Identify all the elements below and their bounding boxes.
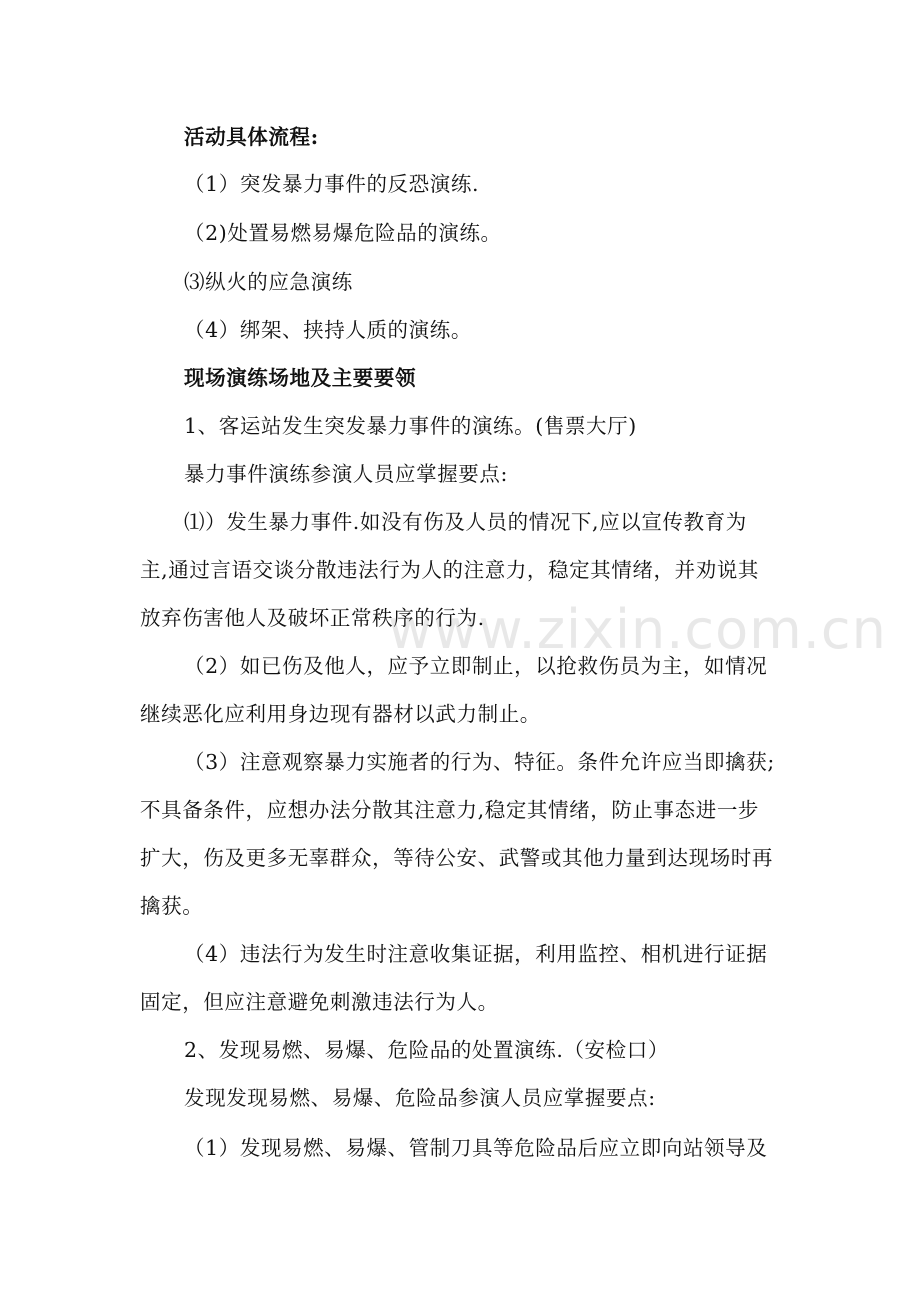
section1-intro: 暴力事件演练参演人员应掌握要点:	[184, 462, 509, 486]
section2-intro: 发现发现易燃、易爆、危险品参演人员应掌握要点:	[184, 1086, 656, 1110]
section1-p2-line2: 继续恶化应利用身边现有器材以武力制止。	[140, 702, 541, 726]
section1-p3-line2: 不具备条件，应想办法分散其注意力,稳定其情绪，防止事态进一步	[140, 798, 760, 822]
section1-p4-line1: （4）违法行为发生时注意收集证据，利用监控、相机进行证据	[184, 942, 768, 966]
section1-p1-line2: 主,通过言语交谈分散违法行为人的注意力，稳定其情绪，并劝说其	[140, 558, 760, 582]
section1-p2-line1: （2）如已伤及他人，应予立即制止，以抢救伤员为主，如情况	[184, 654, 768, 678]
watermark-text: www.zixin.com.cn	[388, 598, 887, 661]
flow-item-4: （4）绑架、挟持人质的演练。	[184, 318, 472, 342]
section2-p1-line1: （1）发现易燃、易爆、管制刀具等危险品后应立即向站领导及	[184, 1136, 768, 1160]
flow-item-2: （2)处置易燃易爆危险品的演练。	[184, 221, 502, 245]
section1-p3-line3: 扩大，伤及更多无辜群众，等待公安、武警或其他力量到达现场时再	[140, 846, 773, 870]
section2-title: 2、发现易燃、易爆、危险品的处置演练.（安检口）	[184, 1038, 669, 1062]
flow-item-3: ⑶纵火的应急演练	[184, 270, 353, 294]
heading-activity-flow: 活动具体流程:	[184, 125, 319, 149]
flow-item-1: （1）突发暴力事件的反恐演练.	[184, 172, 480, 196]
section1-title: 1、客运站发生突发暴力事件的演练。(售票大厅)	[184, 414, 637, 438]
section1-p1-line1: ⑴）发生暴力事件.如没有伤及人员的情况下,应以宣传教育为	[184, 510, 747, 534]
section1-p3-line1: （3）注意观察暴力实施者的行为、特征。条件允许应当即擒获;	[184, 750, 775, 774]
section1-p3-line4: 擒获。	[140, 894, 204, 918]
heading-site-essentials: 现场演练场地及主要要领	[184, 366, 417, 390]
section1-p1-line3: 放弃伤害他人及破坏正常秩序的行为.	[140, 606, 485, 630]
section1-p4-line2: 固定，但应注意避免刺激违法行为人。	[140, 990, 499, 1014]
